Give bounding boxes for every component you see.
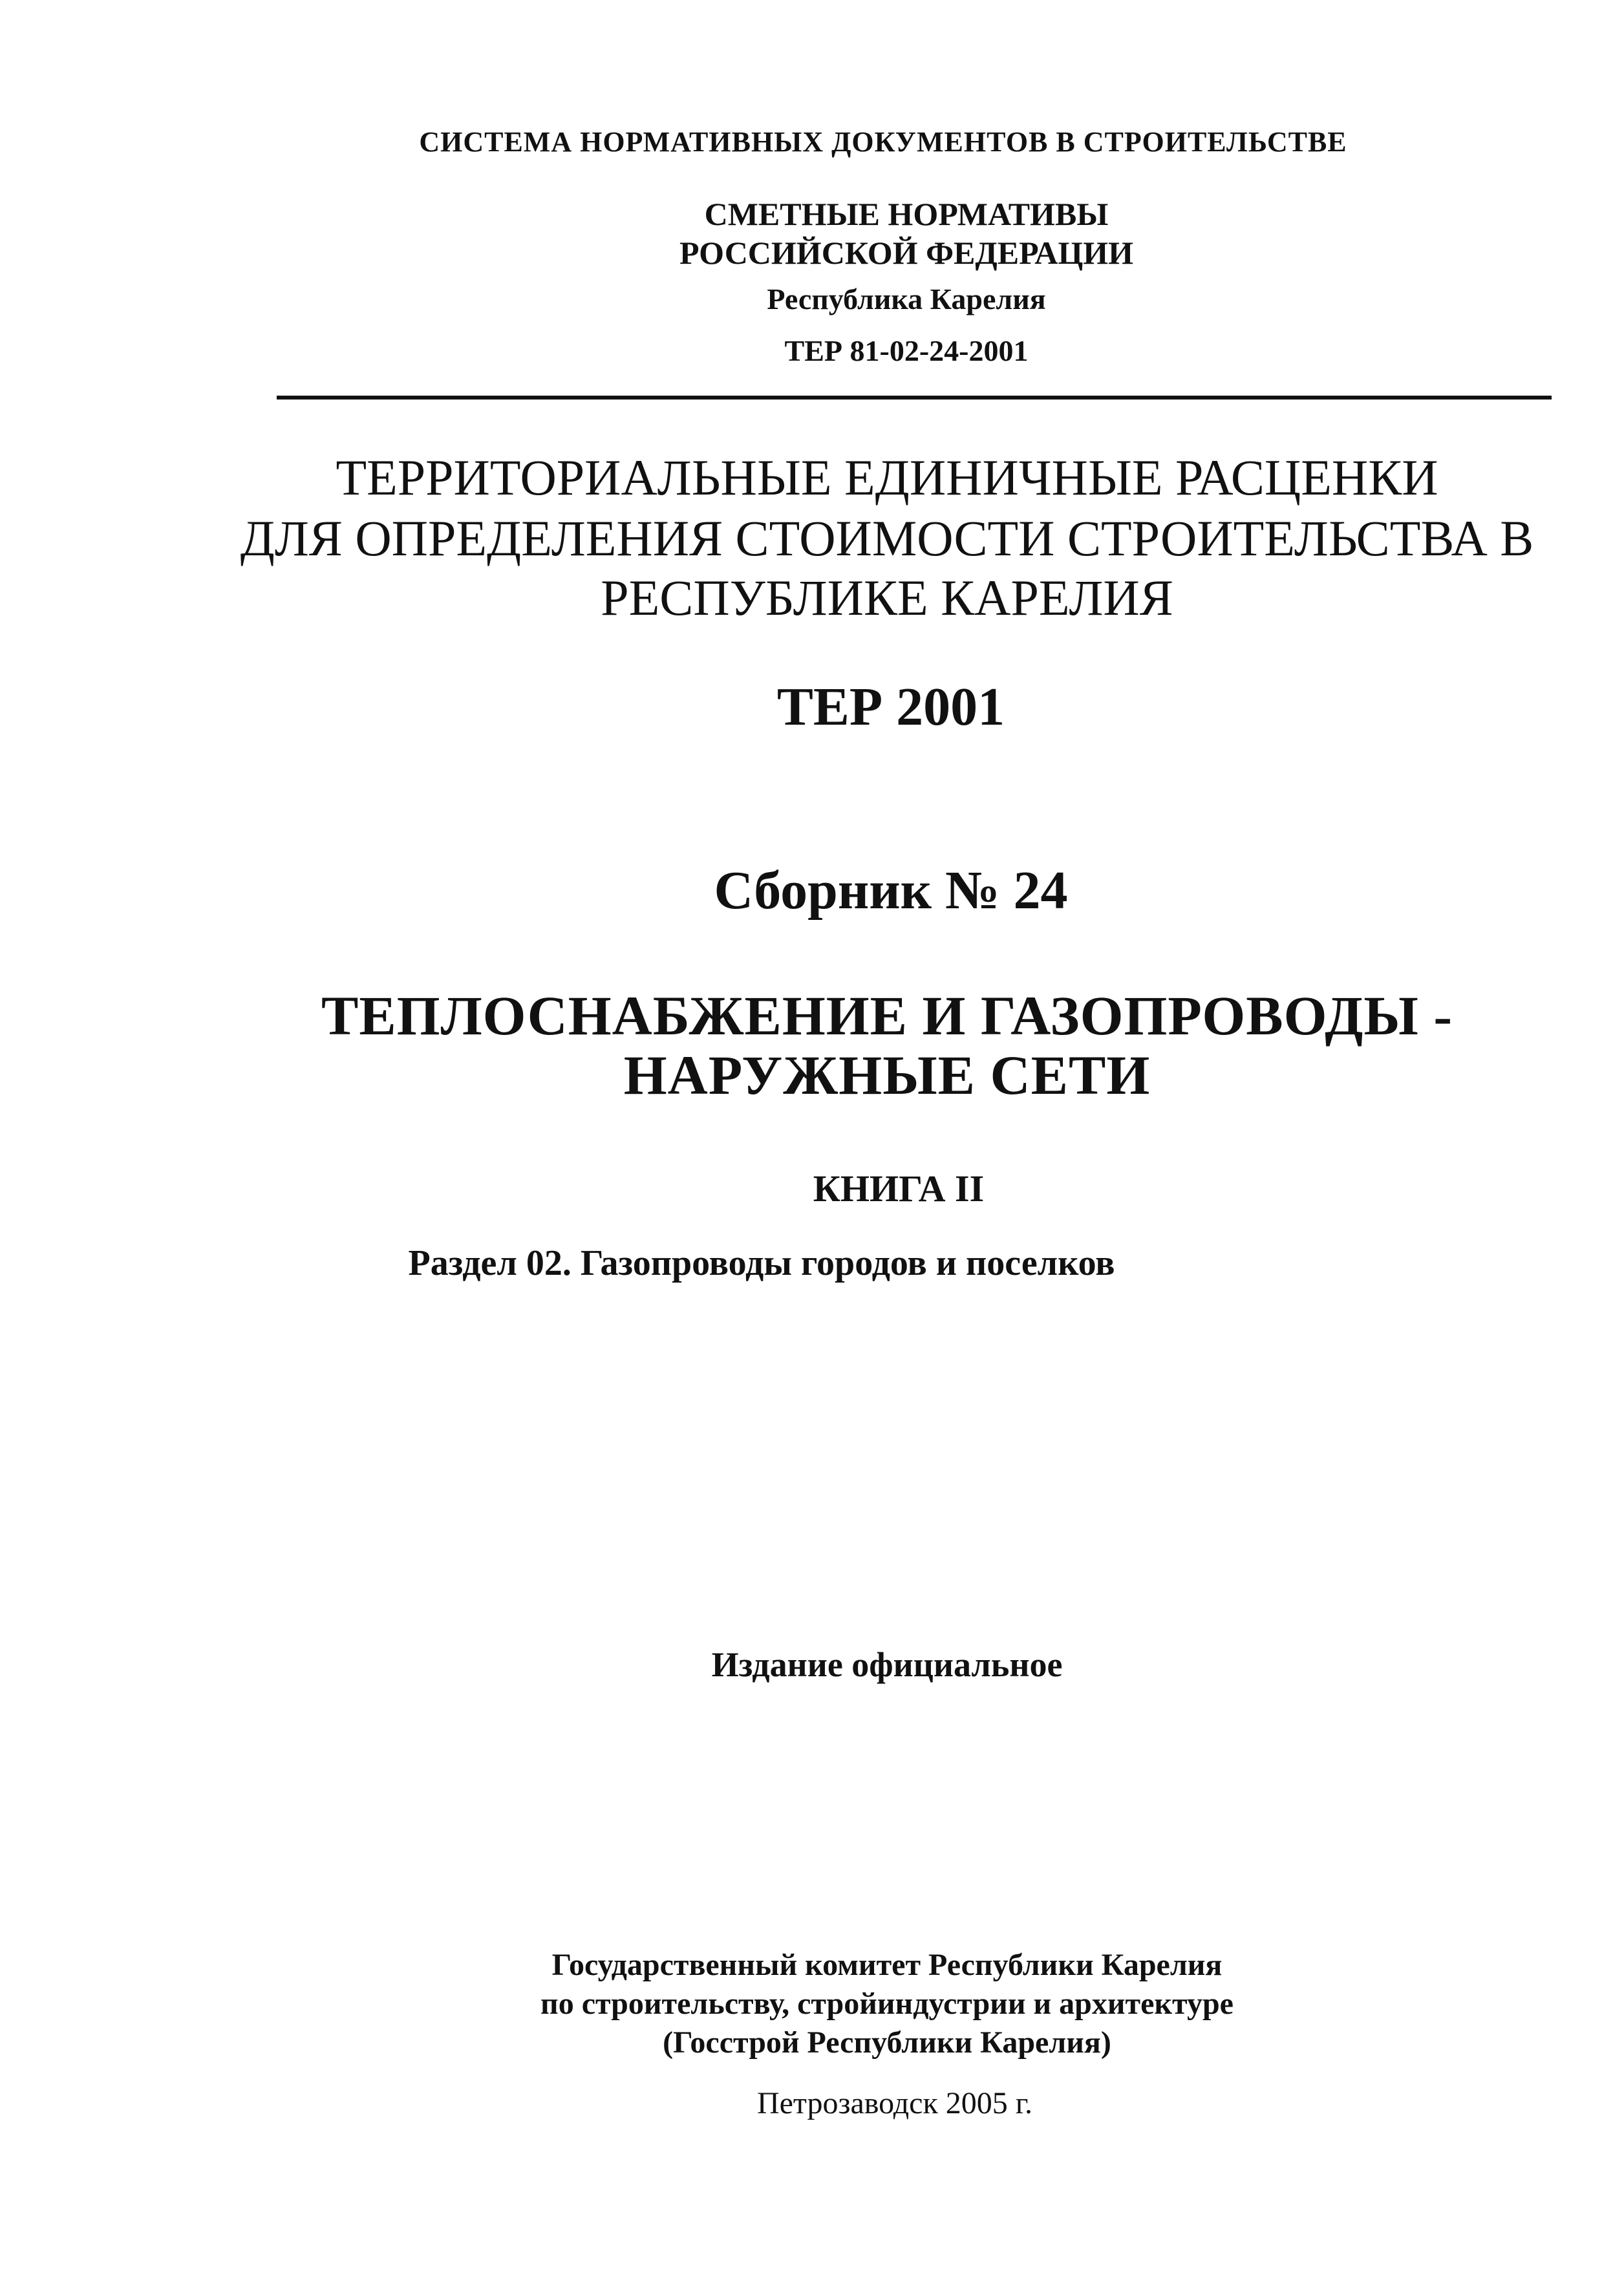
- norms-title-line2: РОССИЙСКОЙ ФЕДЕРАЦИИ: [679, 235, 1134, 271]
- place-year: Петрозаводск 2005 г.: [756, 2086, 1033, 2120]
- book-title: КНИГА II: [813, 1168, 985, 1210]
- document-code: ТЕР 81-02-24-2001: [784, 334, 1029, 367]
- header-divider: [277, 396, 1552, 400]
- section-title: Раздел 02. Газопроводы городов и поселков: [408, 1243, 1115, 1283]
- collection-title: Сборник № 24: [714, 860, 1068, 921]
- subject-title-line1: ТЕПЛОСНАБЖЕНИЕ И ГАЗОПРОВОДЫ -: [321, 985, 1453, 1047]
- subject-title-line2: НАРУЖНЫЕ СЕТИ: [623, 1044, 1151, 1106]
- edition-label: Издание официальное: [711, 1645, 1063, 1684]
- main-title-line2: ДЛЯ ОПРЕДЕЛЕНИЯ СТОИМОСТИ СТРОИТЕЛЬСТВА В: [240, 510, 1534, 566]
- main-title-line1: ТЕРРИТОРИАЛЬНЫЕ ЕДИНИЧНЫЕ РАСЦЕНКИ: [336, 449, 1438, 506]
- publisher-line2: по строительству, стройиндустрии и архитектуре: [540, 1987, 1234, 2021]
- region-name: Республика Карелия: [767, 283, 1046, 315]
- main-title-line3: РЕСПУБЛИКЕ КАРЕЛИЯ: [601, 570, 1173, 626]
- system-title: СИСТЕМА НОРМАТИВНЫХ ДОКУМЕНТОВ В СТРОИТЕЛЬСТВЕ: [419, 126, 1347, 158]
- ter-title: ТЕР 2001: [776, 677, 1005, 737]
- publisher-line3: (Госстрой Республики Карелия): [663, 2025, 1111, 2060]
- norms-title-line1: СМЕТНЫЕ НОРМАТИВЫ: [704, 196, 1109, 232]
- publisher-line1: Государственный комитет Республики Карелия: [551, 1948, 1223, 1982]
